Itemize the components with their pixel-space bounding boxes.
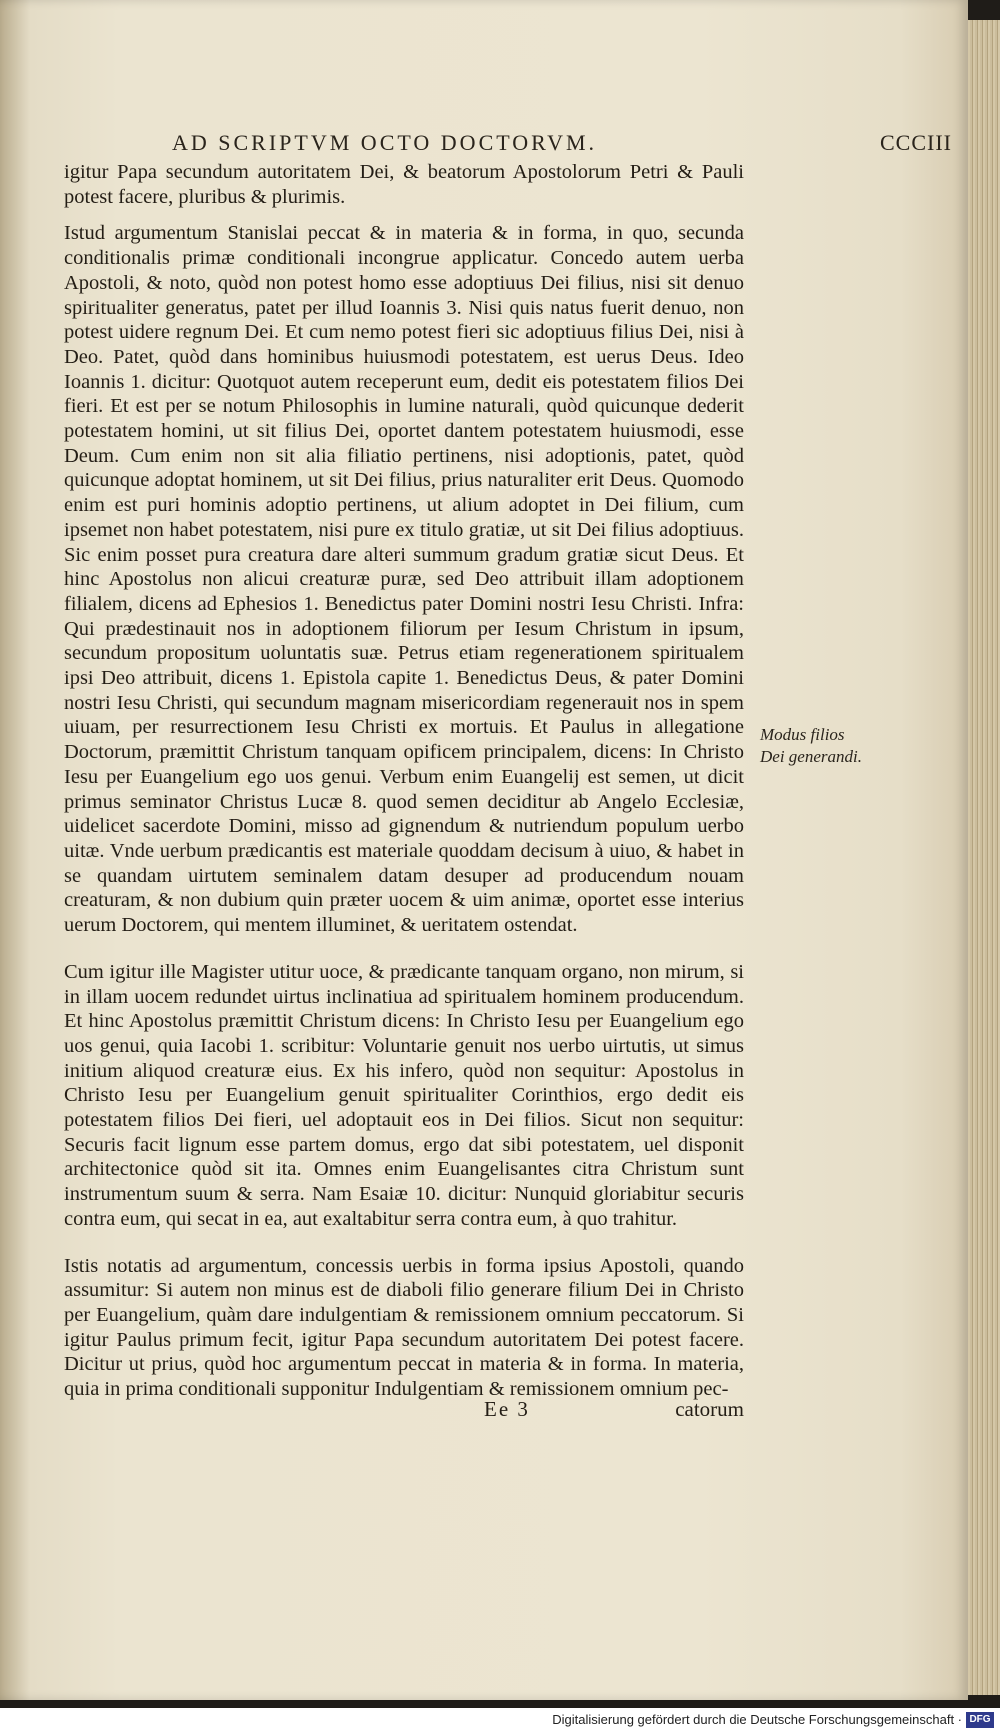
paragraph: igitur Papa secundum autoritatem Dei, & beatorum Apostolorum Petri & Pauli potest facere, pluribus & plurimis.: [64, 161, 744, 208]
catch-line: [484, 1397, 744, 1423]
folio-number: CCCIII: [880, 130, 952, 155]
funding-credit: Digitalisierung gefördert durch die Deutsche Forschungsgemeinschaft ·: [552, 1712, 962, 1727]
running-title: AD SCRIPTVM OCTO DOCTORVM.: [172, 130, 598, 155]
paragraph: Cum igitur ille Magister utitur uoce, & prædicante tanquam organo, non mirum, si in illam uocem redundet uirtus inclinatiua ad spiritualem hominem producendum. Et hinc Apostolus præmittit Christum dicens: In Christo Iesu per Euangelium ego uos genui, quia Iacobi 1. scribitur: Voluntarie genuit nos uerbo uirtutis, ut simus initium aliquod creaturæ eius. Ex his infero, quòd non sequitur: Apostolus in Christo Iesu per Euangelium genuit spiritualiter Corinthios, ergo dedit eis potestatem filios Dei fieri, uel adoptauit eos in Dei filios. Sicut non sequitur: Securis facit lignum esse partem domus, ergo dat sibi potestatem, uel disponit architectonice quòd sit ita. Omnes enim Euangelisantes citra Christum sunt instrumentum suum & serra. Nam Esaiæ 10. dicitur: Nunquid gloriabitur securis contra eum, qui secat in ea, aut exaltabitur serra contra eum, à quo trahitur.: [64, 960, 744, 1230]
running-head: [172, 130, 952, 160]
paragraph: Istud argumentum Stanislai peccat & in materia & in forma, in quo, secunda conditionalis primæ conditionali incongrue applicatur. Concedo autem uerba Apostoli, & noto, quòd non potest homo esse adoptiuus Dei filius, nisi sit denuo spiritualiter generatus, patet per illud Ioannis 3. Nisi quis natus fuerit denuo, non potest uidere regnum Dei. Et cum nemo potest fieri sic adoptiuus filius Dei, nisi à Deo. Patet, quòd dans hominibus huiusmodi potestatem, est uerus Deus. Ideo Ioannis 1. dicitur: Quotquot autem receperunt eum, dedit eis potestatem filios Dei fieri. Et est per se notum Philosophis in lumine naturali, quòd quicunque dederit potestatem homini, ut sit filius Dei, oportet dantem potestatem huiusmodi, esse Deum. Cum enim non sit alia filiatio pertinens, nisi adoptionis, patet, quòd quicunque adoptat hominem, ut sit Dei filius, prius naturaliter erit Deus. Quomodo enim est puri hominis adoptio pertinens, ut alium adoptet in Dei filium, cum ipsemet non habet potestatem, nisi pure ex titulo gratiæ, ut sit Dei filius adoptiuus. Sic enim posset pura creatura dare alteri summum gradum gratiæ sicut Deus. Et hinc Apostolus non alicui creaturæ puræ, sed Deo attribuit illam adoptionem filialem, dicens ad Ephesios 1. Benedictus pater Domini nostri Iesu Christi. Infra: Qui prædestinauit nos in adoptionem filiorum per Iesum Christum in ipsum, secundum propositum uoluntatis suæ. Petrus etiam regenerationem spiritualem ipsi Deo attribuit, dicens 1. Epistola capite 1. Benedictus Deus, & pater Domini nostri Iesu Christi, qui secundum magnam misericordiam regenerauit nos in spem uiuam, per resurrectionem Iesu Christi ex mortuis. Et Paulus in allegatione Doctorum, præmittit Christum tanquam opificem principalem, dicens: In Christo Iesu per Euangelium ego uos genui. Verbum enim Euangelij est semen, ut dicit primus seminator Christus Lucæ 8. quod semen deciditur ab Angelo Ecclesiæ, uidelicet sacerdote Domini, misso ad gignendum & nutriendum populum uerbo uitæ. Vnde uerbum prædicantis est materiale quoddam decisum à uiuo, & habet in se quandam uirtutem seminalem datam desuper ad producendum nouam creaturam, & non dubium quin præter uocem & uim animæ, oportet esse interius uerum Doctorem, qui mentem illuminet, & ueritatem ostendat.: [64, 222, 744, 937]
dfg-logo: DFG: [966, 1712, 994, 1728]
catchword: catorum: [675, 1397, 744, 1421]
digitization-footer: [0, 1708, 1000, 1734]
main-text: [64, 160, 744, 1424]
paragraph: Istis notatis ad argumentum, concessis uerbis in forma ipsius Apostoli, quando assumitur: Si autem non minus est de diaboli filio generare filium Dei in Christo per Euangelium, quàm dare indulgentiam & remissionem omnium peccatorum. Si igitur Paulus primum fecit, igitur Papa secundum autoritatem Dei potest facere. Dicitur ut prius, quòd hoc argumentum peccat in materia & in forma. In materia, quia in prima conditionali supponitur Indulgentiam & remissionem omnium pec-: [64, 1254, 744, 1401]
marginal-note: Modus filios Dei generandi.: [760, 725, 862, 766]
signature-mark: Ee 3: [484, 1397, 530, 1421]
